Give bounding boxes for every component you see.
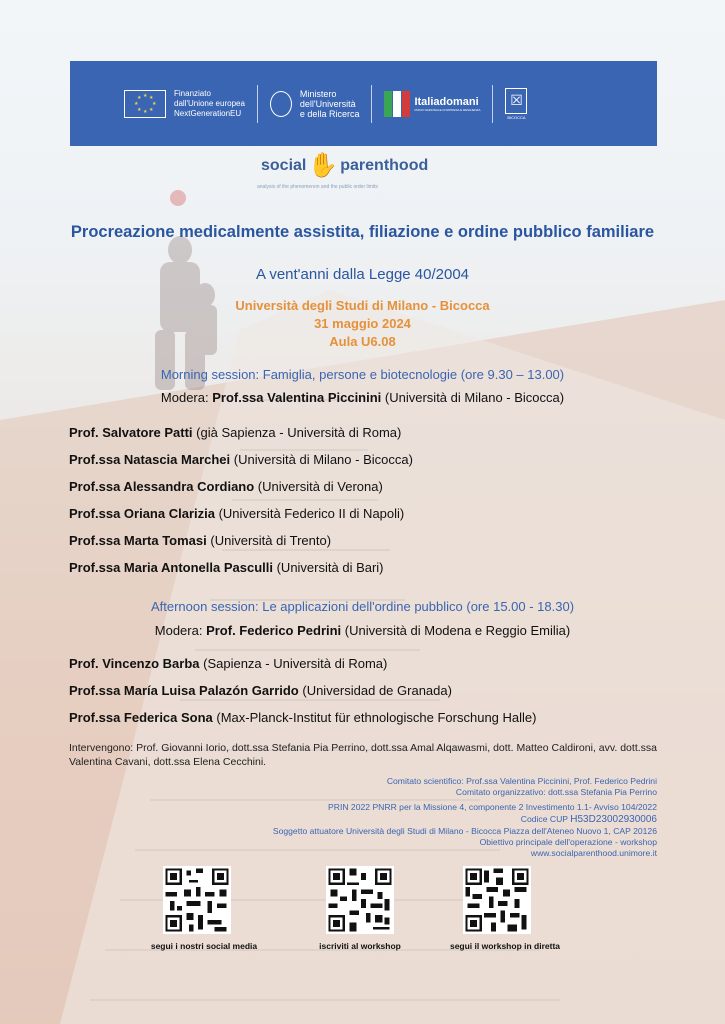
afternoon-session-heading: Afternoon session: Le applicazioni dell'ordine pubblico (ore 15.00 - 18.30) [150, 599, 575, 614]
morning-session-heading: Morning session: Famiglia, persone e biotecnologie (ore 9.30 – 13.00) [160, 367, 565, 382]
cup-label: Codice CUP [520, 814, 571, 824]
website-link[interactable]: www.socialparenthood.unimore.it [530, 848, 657, 858]
speaker-name: Prof.ssa Oriana Clarizia [69, 506, 215, 521]
cup-value: H53D23002930006 [570, 814, 657, 825]
speaker-name: Prof.ssa Marta Tomasi [69, 533, 207, 548]
obiettivo: Obiettivo principale dell'operazione - workshop [479, 837, 657, 847]
speaker-affiliation: (Università di Verona) [254, 479, 383, 494]
modera-label: Modera: [160, 390, 213, 405]
speaker-row [69, 533, 331, 548]
speaker-row [69, 452, 413, 467]
mur-logo [270, 89, 360, 119]
speaker-row [69, 506, 404, 521]
cup-code [521, 814, 657, 826]
modera-label: Modera: [154, 623, 207, 638]
italiadomani-text: Italiadomani [414, 95, 479, 108]
speaker-row [69, 656, 387, 671]
qr-label-social-media: segui i nostri social media [150, 941, 258, 951]
speaker-affiliation: (Max-Planck-Institut für ethnologische Forschung Halle) [212, 710, 537, 725]
qr-label-live-stream: segui il workshop in diretta [449, 941, 561, 951]
speaker-affiliation: (Sapienza - Università di Roma) [199, 656, 388, 671]
eu-text-line-1: Finanziato [174, 88, 211, 98]
speaker-affiliation: (Universidad de Granada) [298, 683, 452, 698]
bicocca-text: BICOCCA [507, 114, 526, 120]
morning-chair [0, 390, 725, 405]
eu-flag-icon: ★ ★ ★ ★ ★ ★ ★ ★ [124, 90, 166, 118]
mur-text-line-2: dell'Università [299, 98, 356, 109]
logo-tagline: analysis of the phenomenon and the public order limits [257, 184, 378, 190]
speaker-name: Prof.ssa Alessandra Cordiano [69, 479, 255, 494]
chair-affiliation: (Università di Modena e Reggio Emilia) [341, 623, 571, 638]
social-parenthood-logo [257, 152, 471, 191]
speaker-row [69, 683, 452, 698]
speaker-affiliation: (già Sapienza - Università di Roma) [192, 425, 402, 440]
chair-affiliation: (Università di Milano - Bicocca) [381, 390, 565, 405]
event-university: Università degli Studi di Milano - Bicocca [235, 298, 490, 313]
qr-code-social-media[interactable] [163, 866, 231, 934]
bicocca-logo [505, 88, 527, 120]
chair-name: Prof.ssa Valentina Piccinini [212, 390, 382, 405]
speaker-affiliation: (Università Federico II di Napoli) [214, 506, 405, 521]
hand-icon: ✋ [308, 152, 339, 179]
italian-flag-icon [384, 91, 410, 117]
eu-funding-logo [124, 89, 245, 119]
speaker-affiliation: (Università di Milano - Bicocca) [230, 452, 413, 467]
italiadomani-subtext: PIANO NAZIONALE DI RIPRESA E RESILIENZA [414, 107, 481, 112]
chair-name: Prof. Federico Pedrini [206, 623, 342, 638]
eu-text-line-2: dall'Unione europea [174, 98, 245, 108]
italian-republic-emblem-icon [270, 91, 292, 117]
intervengono-paragraph: Intervengono: Prof. Giovanni Iorio, dott.ssa Stefania Pia Perrino, dott.ssa Amal Alqawasmi, dott. Matteo Caldironi, avv. dott.ssa Valentina Cavani, dott.ssa Elena Cecchini. [69, 742, 657, 768]
speaker-name: Prof.ssa María Luisa Palazón Garrido [69, 683, 299, 698]
prin-funding: PRIN 2022 PNRR per la Missione 4, componente 2 Investimento 1.1- Avviso 104/2022 [328, 802, 657, 812]
speaker-name: Prof. Vincenzo Barba [69, 656, 200, 671]
mur-text-line-1: Ministero [299, 88, 337, 99]
afternoon-chair [0, 623, 725, 638]
event-title: Procreazione medicalmente assistita, filiazione e ordine pubblico familiare [70, 223, 655, 241]
speaker-name: Prof. Salvatore Patti [69, 425, 193, 440]
speaker-row [69, 479, 383, 494]
event-room: Aula U6.08 [329, 334, 396, 349]
speaker-row [69, 425, 401, 440]
qr-code-live-stream[interactable] [463, 866, 531, 934]
bicocca-emblem-icon: ☒ [505, 88, 527, 114]
qr-label-register: iscriviti al workshop [319, 941, 401, 951]
speaker-name: Prof.ssa Maria Antonella Pasculli [69, 560, 273, 575]
event-date: 31 maggio 2024 [314, 316, 411, 331]
banner-divider [492, 85, 493, 123]
qr-code-register[interactable] [326, 866, 394, 934]
banner-divider [371, 85, 372, 123]
speaker-affiliation: (Università di Trento) [206, 533, 332, 548]
funding-banner [70, 61, 657, 146]
eu-text-line-3: NextGenerationEU [174, 108, 242, 118]
logo-word-social: social [261, 157, 307, 174]
speaker-affiliation: (Università di Bari) [272, 560, 384, 575]
comitato-organizzativo: Comitato organizzativo: dott.ssa Stefania Pia Perrino [455, 787, 657, 797]
event-subtitle: A vent'anni dalla Legge 40/2004 [255, 266, 470, 283]
speaker-row [69, 560, 384, 575]
banner-divider [257, 85, 258, 123]
speaker-name: Prof.ssa Natascia Marchei [69, 452, 231, 467]
logo-word-parenthood: parenthood [340, 157, 429, 174]
speaker-row [69, 710, 536, 725]
italiadomani-logo [384, 91, 480, 117]
mur-text-line-3: e della Ricerca [299, 108, 360, 119]
comitato-scientifico: Comitato scientifico: Prof.ssa Valentina Piccinini, Prof. Federico Pedrini [386, 776, 657, 786]
speaker-name: Prof.ssa Federica Sona [69, 710, 213, 725]
soggetto-attuatore: Soggetto attuatore Università degli Studi di Milano - Bicocca Piazza dell'Ateneo Nuovo 1, CAP 20126 [272, 826, 657, 836]
